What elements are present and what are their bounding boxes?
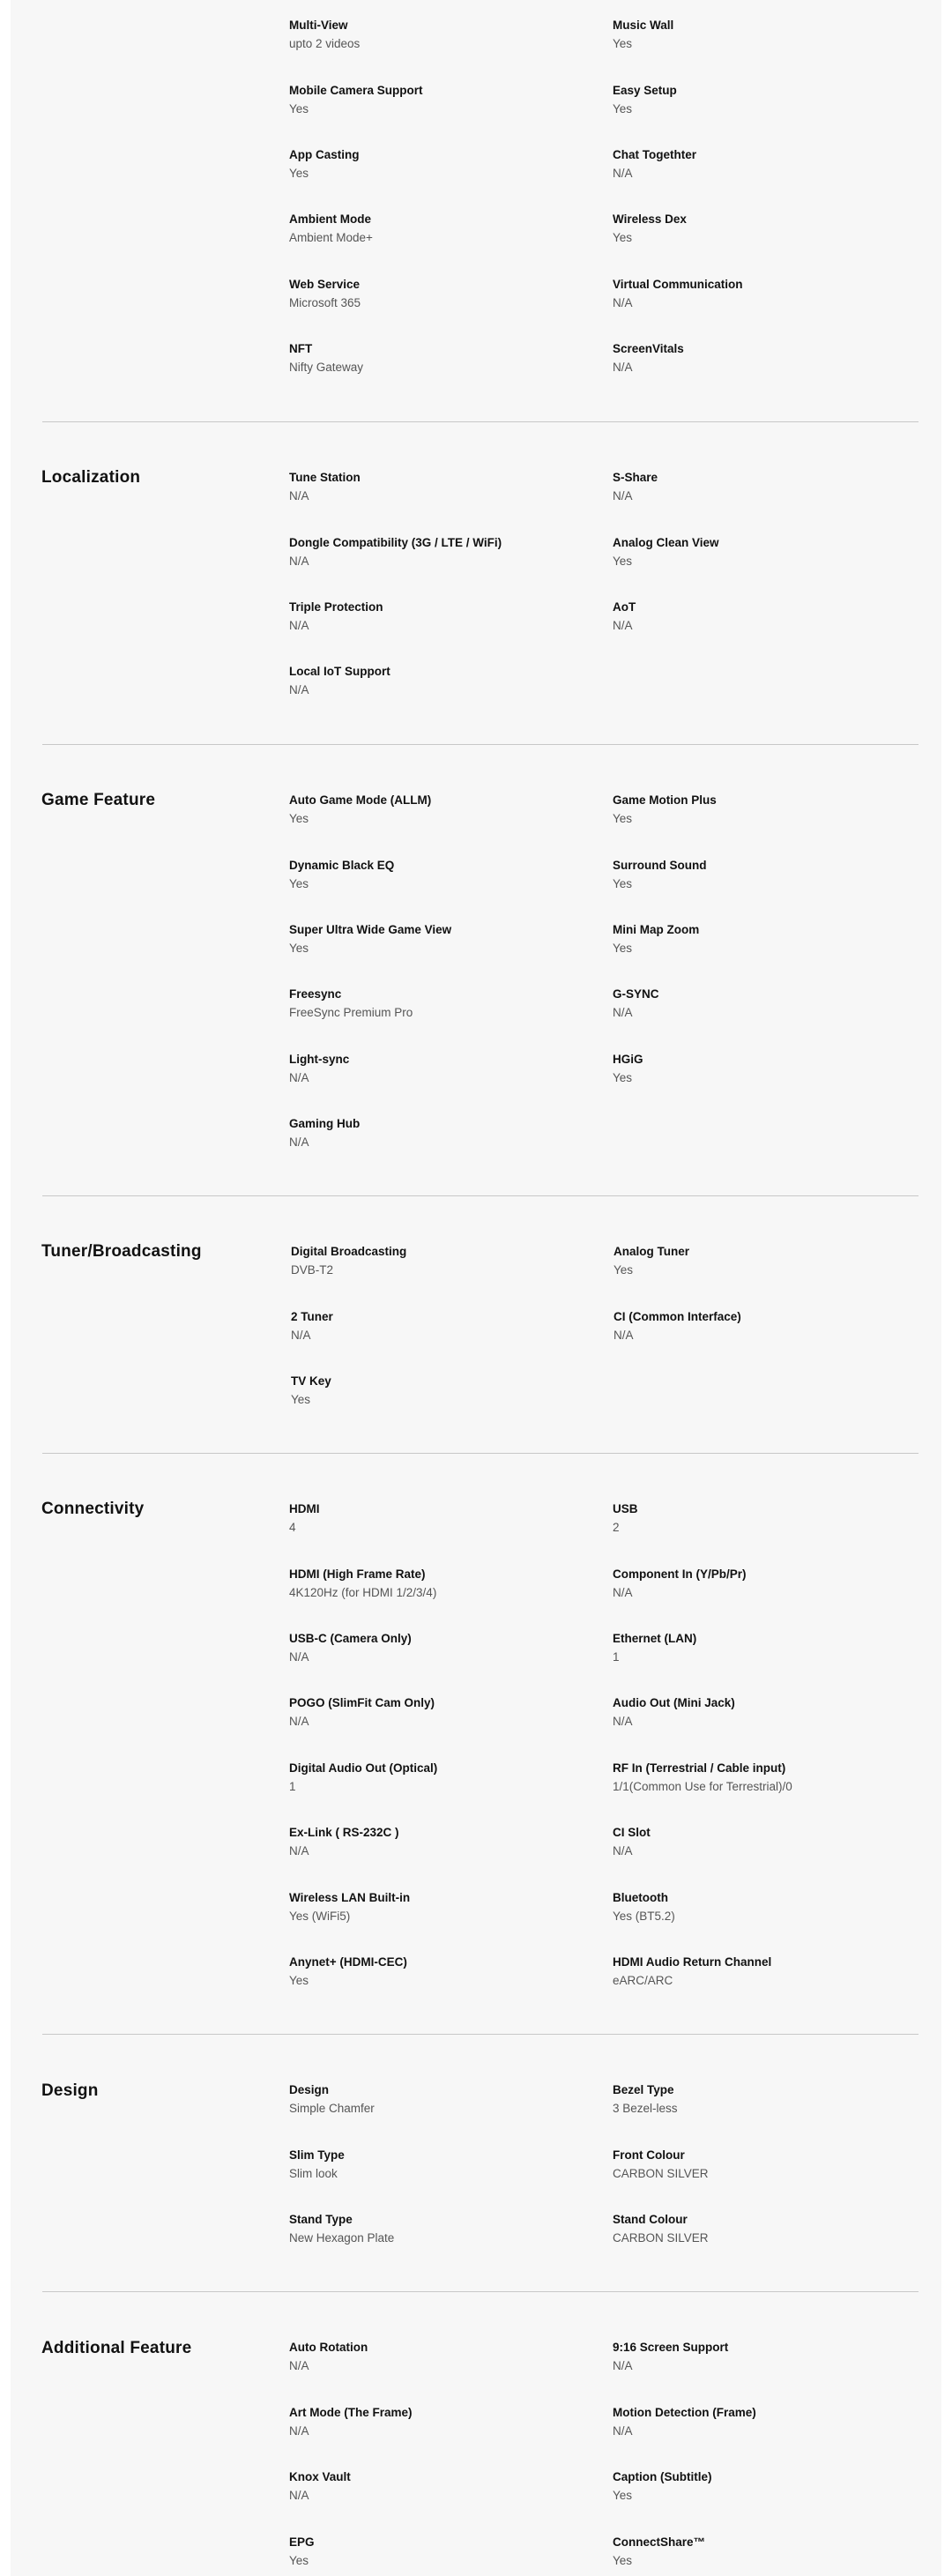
spec-label: Auto Rotation <box>289 2341 368 2354</box>
spec-item <box>613 858 904 892</box>
spec-panel <box>11 0 941 2576</box>
spec-label: Analog Tuner <box>614 1245 689 1258</box>
spec-value: Yes <box>613 877 633 890</box>
spec-value: Yes <box>613 942 633 955</box>
section-title-connectivity: Connectivity <box>41 1500 145 1518</box>
spec-label: NFT <box>289 342 313 355</box>
spec-label: Analog Clean View <box>613 536 719 549</box>
spec-item <box>291 1244 582 1278</box>
spec-value: N/A <box>289 1650 309 1664</box>
spec-item <box>289 664 580 698</box>
spec-value: Yes <box>289 942 309 955</box>
spec-value: N/A <box>613 1715 633 1728</box>
section-title-design: Design <box>41 2081 99 2100</box>
spec-label: Web Service <box>289 278 361 291</box>
spec-label: Music Wall <box>613 19 674 32</box>
spec-value: FreeSync Premium Pro <box>289 1006 413 1019</box>
spec-value: 2 <box>613 1521 620 1534</box>
spec-value: 1 <box>289 1780 296 1793</box>
spec-label: Light-sync <box>289 1053 350 1066</box>
spec-value: 1 <box>613 1650 620 1664</box>
spec-item <box>289 2082 580 2117</box>
spec-value: 3 Bezel-less <box>613 2102 678 2115</box>
spec-value: Yes <box>291 1393 311 1406</box>
spec-item <box>289 1761 580 1795</box>
spec-label: HGiG <box>613 1053 643 1066</box>
spec-value: Yes <box>613 37 633 50</box>
spec-value: N/A <box>613 1844 633 1858</box>
spec-item <box>613 793 904 827</box>
spec-label: CI Slot <box>613 1826 651 1839</box>
spec-label: Digital Broadcasting <box>291 1245 407 1258</box>
spec-label: Anynet+ (HDMI-CEC) <box>289 1955 407 1969</box>
spec-item <box>613 1501 904 1536</box>
spec-value: N/A <box>289 489 309 503</box>
spec-item <box>614 1244 904 1278</box>
spec-item <box>289 858 580 892</box>
spec-value: Yes <box>613 2489 633 2502</box>
spec-value: Yes <box>613 1071 633 1084</box>
spec-value: 4K120Hz (for HDMI 1/2/3/4) <box>289 1586 437 1599</box>
spec-item <box>613 341 904 376</box>
spec-value: 4 <box>289 1521 296 1534</box>
spec-item <box>289 212 580 246</box>
spec-label: Easy Setup <box>613 84 677 97</box>
spec-item <box>289 1116 580 1150</box>
spec-value: DVB-T2 <box>291 1263 334 1277</box>
spec-value: CARBON SILVER <box>613 2231 709 2245</box>
spec-label: EPG <box>289 2535 315 2549</box>
spec-label: Wireless Dex <box>613 212 687 226</box>
spec-item <box>613 2469 904 2504</box>
spec-value: N/A <box>291 1329 311 1342</box>
spec-label: Knox Vault <box>289 2470 351 2483</box>
spec-value: Yes <box>289 2554 309 2567</box>
spec-value: N/A <box>613 1006 633 1019</box>
spec-item <box>289 341 580 376</box>
section-title-additional-feature: Additional Feature <box>41 2339 192 2357</box>
section-divider <box>42 1195 919 1196</box>
spec-value: N/A <box>613 1586 633 1599</box>
spec-label: Dynamic Black EQ <box>289 859 395 872</box>
spec-label: Bezel Type <box>613 2083 674 2096</box>
spec-value: N/A <box>289 683 309 696</box>
spec-item <box>613 2148 904 2182</box>
spec-value: Yes <box>613 231 633 244</box>
spec-label: Chat Togethter <box>613 148 696 161</box>
spec-label: ConnectShare™ <box>613 2535 706 2549</box>
spec-item <box>613 277 904 311</box>
spec-value: CARBON SILVER <box>613 2167 709 2180</box>
spec-label: Motion Detection (Frame) <box>613 2406 756 2419</box>
spec-label: USB <box>613 1502 638 1515</box>
spec-value: Yes <box>613 102 633 115</box>
spec-item <box>613 1567 904 1601</box>
spec-item <box>289 470 580 504</box>
spec-value: Yes <box>613 812 633 825</box>
spec-item <box>613 986 904 1021</box>
spec-item <box>289 793 580 827</box>
spec-label: Audio Out (Mini Jack) <box>613 1696 735 1709</box>
spec-item <box>613 2405 904 2439</box>
spec-label: ScreenVitals <box>613 342 684 355</box>
spec-label: Front Colour <box>613 2148 685 2162</box>
spec-label: TV Key <box>291 1374 331 1388</box>
spec-value: N/A <box>289 1844 309 1858</box>
spec-item <box>289 1567 580 1601</box>
spec-value: Yes <box>613 2554 633 2567</box>
spec-item <box>289 1695 580 1730</box>
spec-value: N/A <box>289 555 309 568</box>
section-divider <box>42 744 919 745</box>
spec-label: Triple Protection <box>289 600 383 614</box>
spec-item <box>613 1052 904 1086</box>
spec-label: HDMI Audio Return Channel <box>613 1955 772 1969</box>
spec-value: N/A <box>289 1071 309 1084</box>
spec-value: N/A <box>613 296 633 309</box>
spec-label: RF In (Terrestrial / Cable input) <box>613 1761 786 1775</box>
spec-label: HDMI <box>289 1502 320 1515</box>
spec-item <box>289 986 580 1021</box>
spec-label: Component In (Y/Pb/Pr) <box>613 1567 747 1581</box>
spec-value: N/A <box>613 2424 633 2438</box>
spec-label: Freesync <box>289 987 342 1001</box>
spec-item <box>613 2340 904 2374</box>
spec-item <box>289 1890 580 1925</box>
spec-value: Yes (WiFi5) <box>289 1910 351 1923</box>
spec-value: N/A <box>613 167 633 180</box>
spec-value: Yes <box>289 1974 309 1987</box>
spec-item <box>613 2212 904 2246</box>
spec-label: Dongle Compatibility (3G / LTE / WiFi) <box>289 536 502 549</box>
spec-value: Yes (BT5.2) <box>613 1910 675 1923</box>
spec-item <box>289 1631 580 1665</box>
spec-item <box>613 147 904 182</box>
spec-item <box>613 599 904 634</box>
section-title-game-feature: Game Feature <box>41 791 156 809</box>
spec-label: Tune Station <box>289 471 361 484</box>
spec-item <box>613 212 904 246</box>
spec-value: New Hexagon Plate <box>289 2231 395 2245</box>
spec-value: N/A <box>613 619 633 632</box>
spec-item <box>289 1052 580 1086</box>
spec-label: Stand Colour <box>613 2213 688 2226</box>
spec-label: CI (Common Interface) <box>614 1310 741 1323</box>
spec-value: Nifty Gateway <box>289 361 364 374</box>
section-divider <box>42 1453 919 1454</box>
spec-item <box>289 2212 580 2246</box>
section-divider <box>42 421 919 422</box>
spec-item <box>613 18 904 52</box>
spec-value: N/A <box>613 361 633 374</box>
spec-label: G-SYNC <box>613 987 659 1001</box>
spec-label: USB-C (Camera Only) <box>289 1632 412 1645</box>
spec-item <box>613 535 904 570</box>
spec-label: Game Motion Plus <box>613 793 717 807</box>
section-title-tuner-broadcasting: Tuner/Broadcasting <box>41 1242 202 1261</box>
spec-value: eARC/ARC <box>613 1974 673 1987</box>
spec-item <box>613 1761 904 1795</box>
spec-label: Slim Type <box>289 2148 345 2162</box>
spec-value: Yes <box>289 812 309 825</box>
spec-value: N/A <box>289 1715 309 1728</box>
spec-item <box>289 83 580 117</box>
spec-value: N/A <box>289 2489 309 2502</box>
spec-item <box>613 83 904 117</box>
spec-label: S-Share <box>613 471 658 484</box>
spec-label: Ex-Link ( RS-232C ) <box>289 1826 399 1839</box>
spec-item <box>289 18 580 52</box>
spec-label: Local IoT Support <box>289 665 390 678</box>
spec-item <box>613 470 904 504</box>
spec-item <box>613 1695 904 1730</box>
spec-label: Ethernet (LAN) <box>613 1632 697 1645</box>
spec-value: N/A <box>613 2359 633 2372</box>
spec-item <box>289 147 580 182</box>
spec-value: Yes <box>613 555 633 568</box>
spec-label: Multi-View <box>289 19 348 32</box>
spec-item <box>289 1825 580 1859</box>
spec-item <box>289 2469 580 2504</box>
spec-value: Yes <box>289 167 309 180</box>
spec-value: 1/1(Common Use for Terrestrial)/0 <box>613 1780 792 1793</box>
spec-item <box>613 1890 904 1925</box>
spec-label: HDMI (High Frame Rate) <box>289 1567 426 1581</box>
spec-item <box>613 1954 904 1989</box>
spec-item <box>291 1309 582 1344</box>
spec-item <box>613 2535 904 2569</box>
spec-label: Bluetooth <box>613 1891 668 1904</box>
spec-item <box>289 277 580 311</box>
spec-item <box>614 1309 904 1344</box>
spec-item <box>613 2082 904 2117</box>
spec-value: N/A <box>289 1135 309 1149</box>
spec-label: Stand Type <box>289 2213 353 2226</box>
spec-value: upto 2 videos <box>289 37 361 50</box>
section-title-localization: Localization <box>41 468 141 487</box>
spec-label: Super Ultra Wide Game View <box>289 923 452 936</box>
spec-label: Mini Map Zoom <box>613 923 700 936</box>
spec-label: 9:16 Screen Support <box>613 2341 729 2354</box>
spec-item <box>291 1374 582 1408</box>
spec-label: Art Mode (The Frame) <box>289 2406 413 2419</box>
spec-item <box>613 1825 904 1859</box>
spec-item <box>289 922 580 957</box>
spec-label: 2 Tuner <box>291 1310 333 1323</box>
spec-label: Ambient Mode <box>289 212 371 226</box>
spec-item <box>613 922 904 957</box>
spec-label: Virtual Communication <box>613 278 743 291</box>
spec-label: App Casting <box>289 148 360 161</box>
spec-label: POGO (SlimFit Cam Only) <box>289 1696 435 1709</box>
spec-label: Surround Sound <box>613 859 707 872</box>
spec-item <box>289 2405 580 2439</box>
spec-item <box>289 1954 580 1989</box>
spec-label: Caption (Subtitle) <box>613 2470 712 2483</box>
spec-item <box>289 535 580 570</box>
spec-label: Mobile Camera Support <box>289 84 423 97</box>
spec-item <box>289 2148 580 2182</box>
spec-value: Simple Chamfer <box>289 2102 375 2115</box>
spec-item <box>289 2340 580 2374</box>
spec-label: Digital Audio Out (Optical) <box>289 1761 438 1775</box>
spec-value: N/A <box>289 2359 309 2372</box>
spec-item <box>289 1501 580 1536</box>
spec-label: AoT <box>613 600 636 614</box>
spec-label: Design <box>289 2083 330 2096</box>
spec-value: Slim look <box>289 2167 338 2180</box>
spec-label: Auto Game Mode (ALLM) <box>289 793 432 807</box>
section-divider <box>42 2034 919 2035</box>
spec-label: Gaming Hub <box>289 1117 361 1130</box>
spec-value: Yes <box>614 1263 634 1277</box>
spec-value: N/A <box>289 2424 309 2438</box>
spec-value: Ambient Mode+ <box>289 231 373 244</box>
spec-value: Microsoft 365 <box>289 296 361 309</box>
spec-value: N/A <box>289 619 309 632</box>
spec-label: Wireless LAN Built-in <box>289 1891 411 1904</box>
spec-item <box>613 1631 904 1665</box>
spec-value: N/A <box>613 489 633 503</box>
spec-value: Yes <box>289 102 309 115</box>
spec-item <box>289 599 580 634</box>
spec-value: Yes <box>289 877 309 890</box>
spec-item <box>289 2535 580 2569</box>
section-divider <box>42 2291 919 2292</box>
spec-value: N/A <box>614 1329 634 1342</box>
